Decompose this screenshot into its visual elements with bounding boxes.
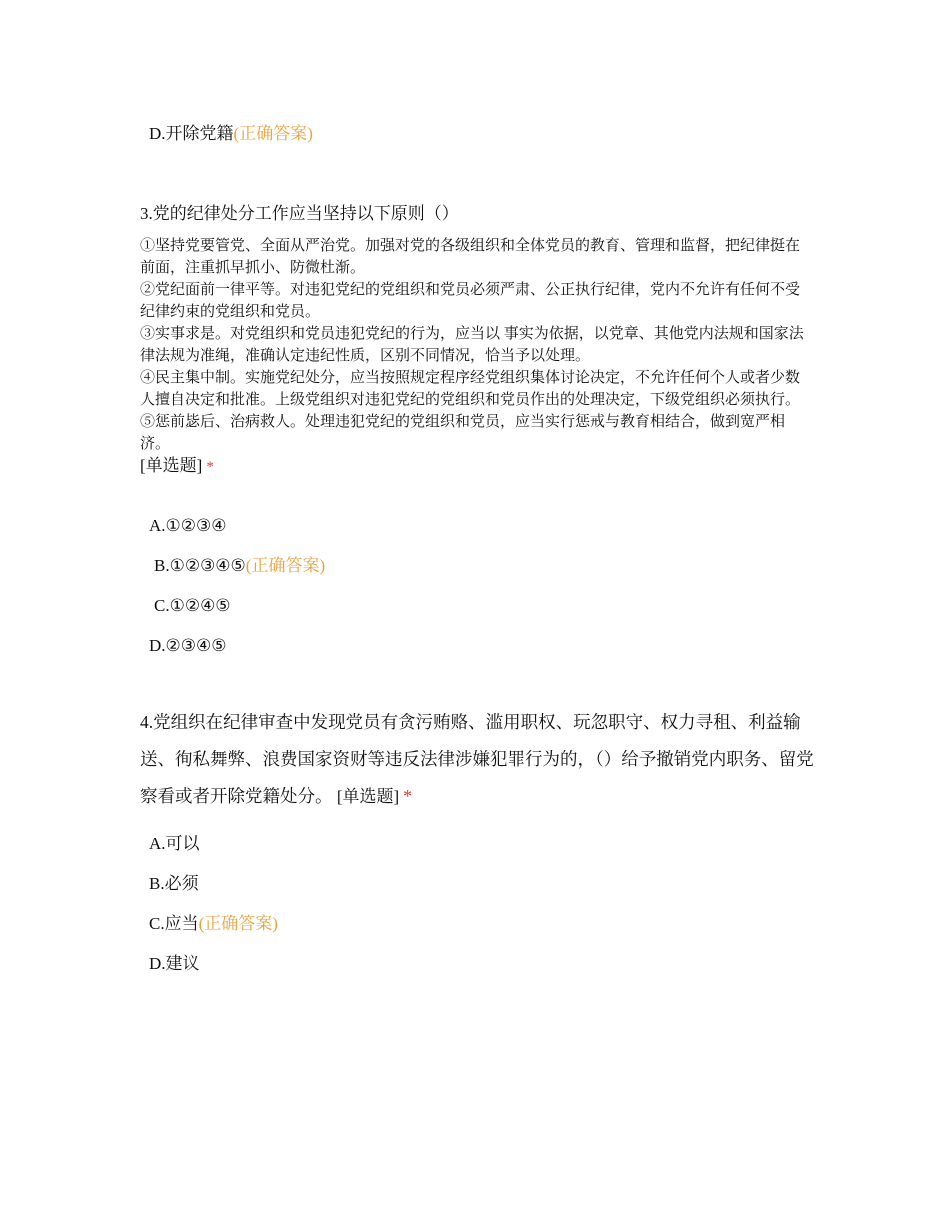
q4-option-d xyxy=(149,953,200,975)
option-label: B.①②③④⑤ xyxy=(154,556,246,575)
principle-item: ①坚持党要管党、全面从严治党。加强对党的各级组织和全体党员的教育、管理和监督，把纪律挺在前面，注重抓早抓小、防微杜渐。 xyxy=(140,238,801,276)
q4-option-a xyxy=(149,833,200,855)
q3-option-a xyxy=(149,515,227,537)
correct-answer-tag: (正确答案) xyxy=(233,124,313,143)
required-mark: * xyxy=(206,459,214,475)
q3-option-d xyxy=(149,635,227,657)
q2-option-d xyxy=(149,123,313,145)
option-label: C.①②④⑤ xyxy=(154,596,231,615)
correct-answer-tag: (正确答案) xyxy=(245,556,326,575)
principle-item: ⑤惩前毖后、治病救人。处理违犯党纪的党组织和党员，应当实行惩戒与教育相结合，做到宽严相济。 xyxy=(140,414,786,452)
option-label: D.建议 xyxy=(149,954,200,973)
question-type xyxy=(140,455,812,478)
principle-item: ②党纪面前一律平等。对违犯党纪的党组织和党员必须严肃、公正执行纪律，党内不允许有任何不受纪律约束的党组织和党员。 xyxy=(140,282,801,320)
option-label: A.①②③④ xyxy=(149,516,227,535)
q3-principles xyxy=(140,235,812,478)
q3-option-c xyxy=(154,595,231,617)
q3-option-b xyxy=(154,555,325,577)
required-mark: * xyxy=(403,786,412,806)
correct-answer-tag: (正确答案) xyxy=(198,914,278,933)
principle-item: ④民主集中制。实施党纪处分，应当按照规定程序经党组织集体讨论决定，不允许任何个人或者少数人擅自决定和批准。上级党组织对违犯党纪的党组织和党员作出的处理决定，下级党组织必须执行。 xyxy=(140,370,801,408)
q3-title: 3.党的纪律处分工作应当坚持以下原则（） xyxy=(140,204,459,223)
principle-item: ③实事求是。对党组织和党员违犯党纪的行为，应当以 事实为依据，以党章、其他党内法规和国家法律法规为准绳，准确认定违纪性质，区别不同情况，恰当予以处理。 xyxy=(140,326,804,364)
question-type-label: [单选题] xyxy=(140,456,203,475)
q4-title xyxy=(140,704,815,815)
option-label: D.开除党籍 xyxy=(149,124,234,143)
q4-option-b xyxy=(149,873,199,895)
question-type-label: [单选题] xyxy=(336,787,400,806)
option-label: A.可以 xyxy=(149,834,200,853)
q4-option-c xyxy=(149,913,278,935)
option-label: B.必须 xyxy=(149,874,199,893)
option-label: C.应当 xyxy=(149,914,199,933)
option-label: D.②③④⑤ xyxy=(149,636,227,655)
question-text: 4.党组织在纪律审查中发现党员有贪污贿赂、滥用职权、玩忽职守、权力寻租、利益输送、徇私舞弊、浪费国家资财等违反法律涉嫌犯罪行为的，（）给予撤销党内职务、留党察看或者开除党籍处分。 xyxy=(140,712,814,806)
